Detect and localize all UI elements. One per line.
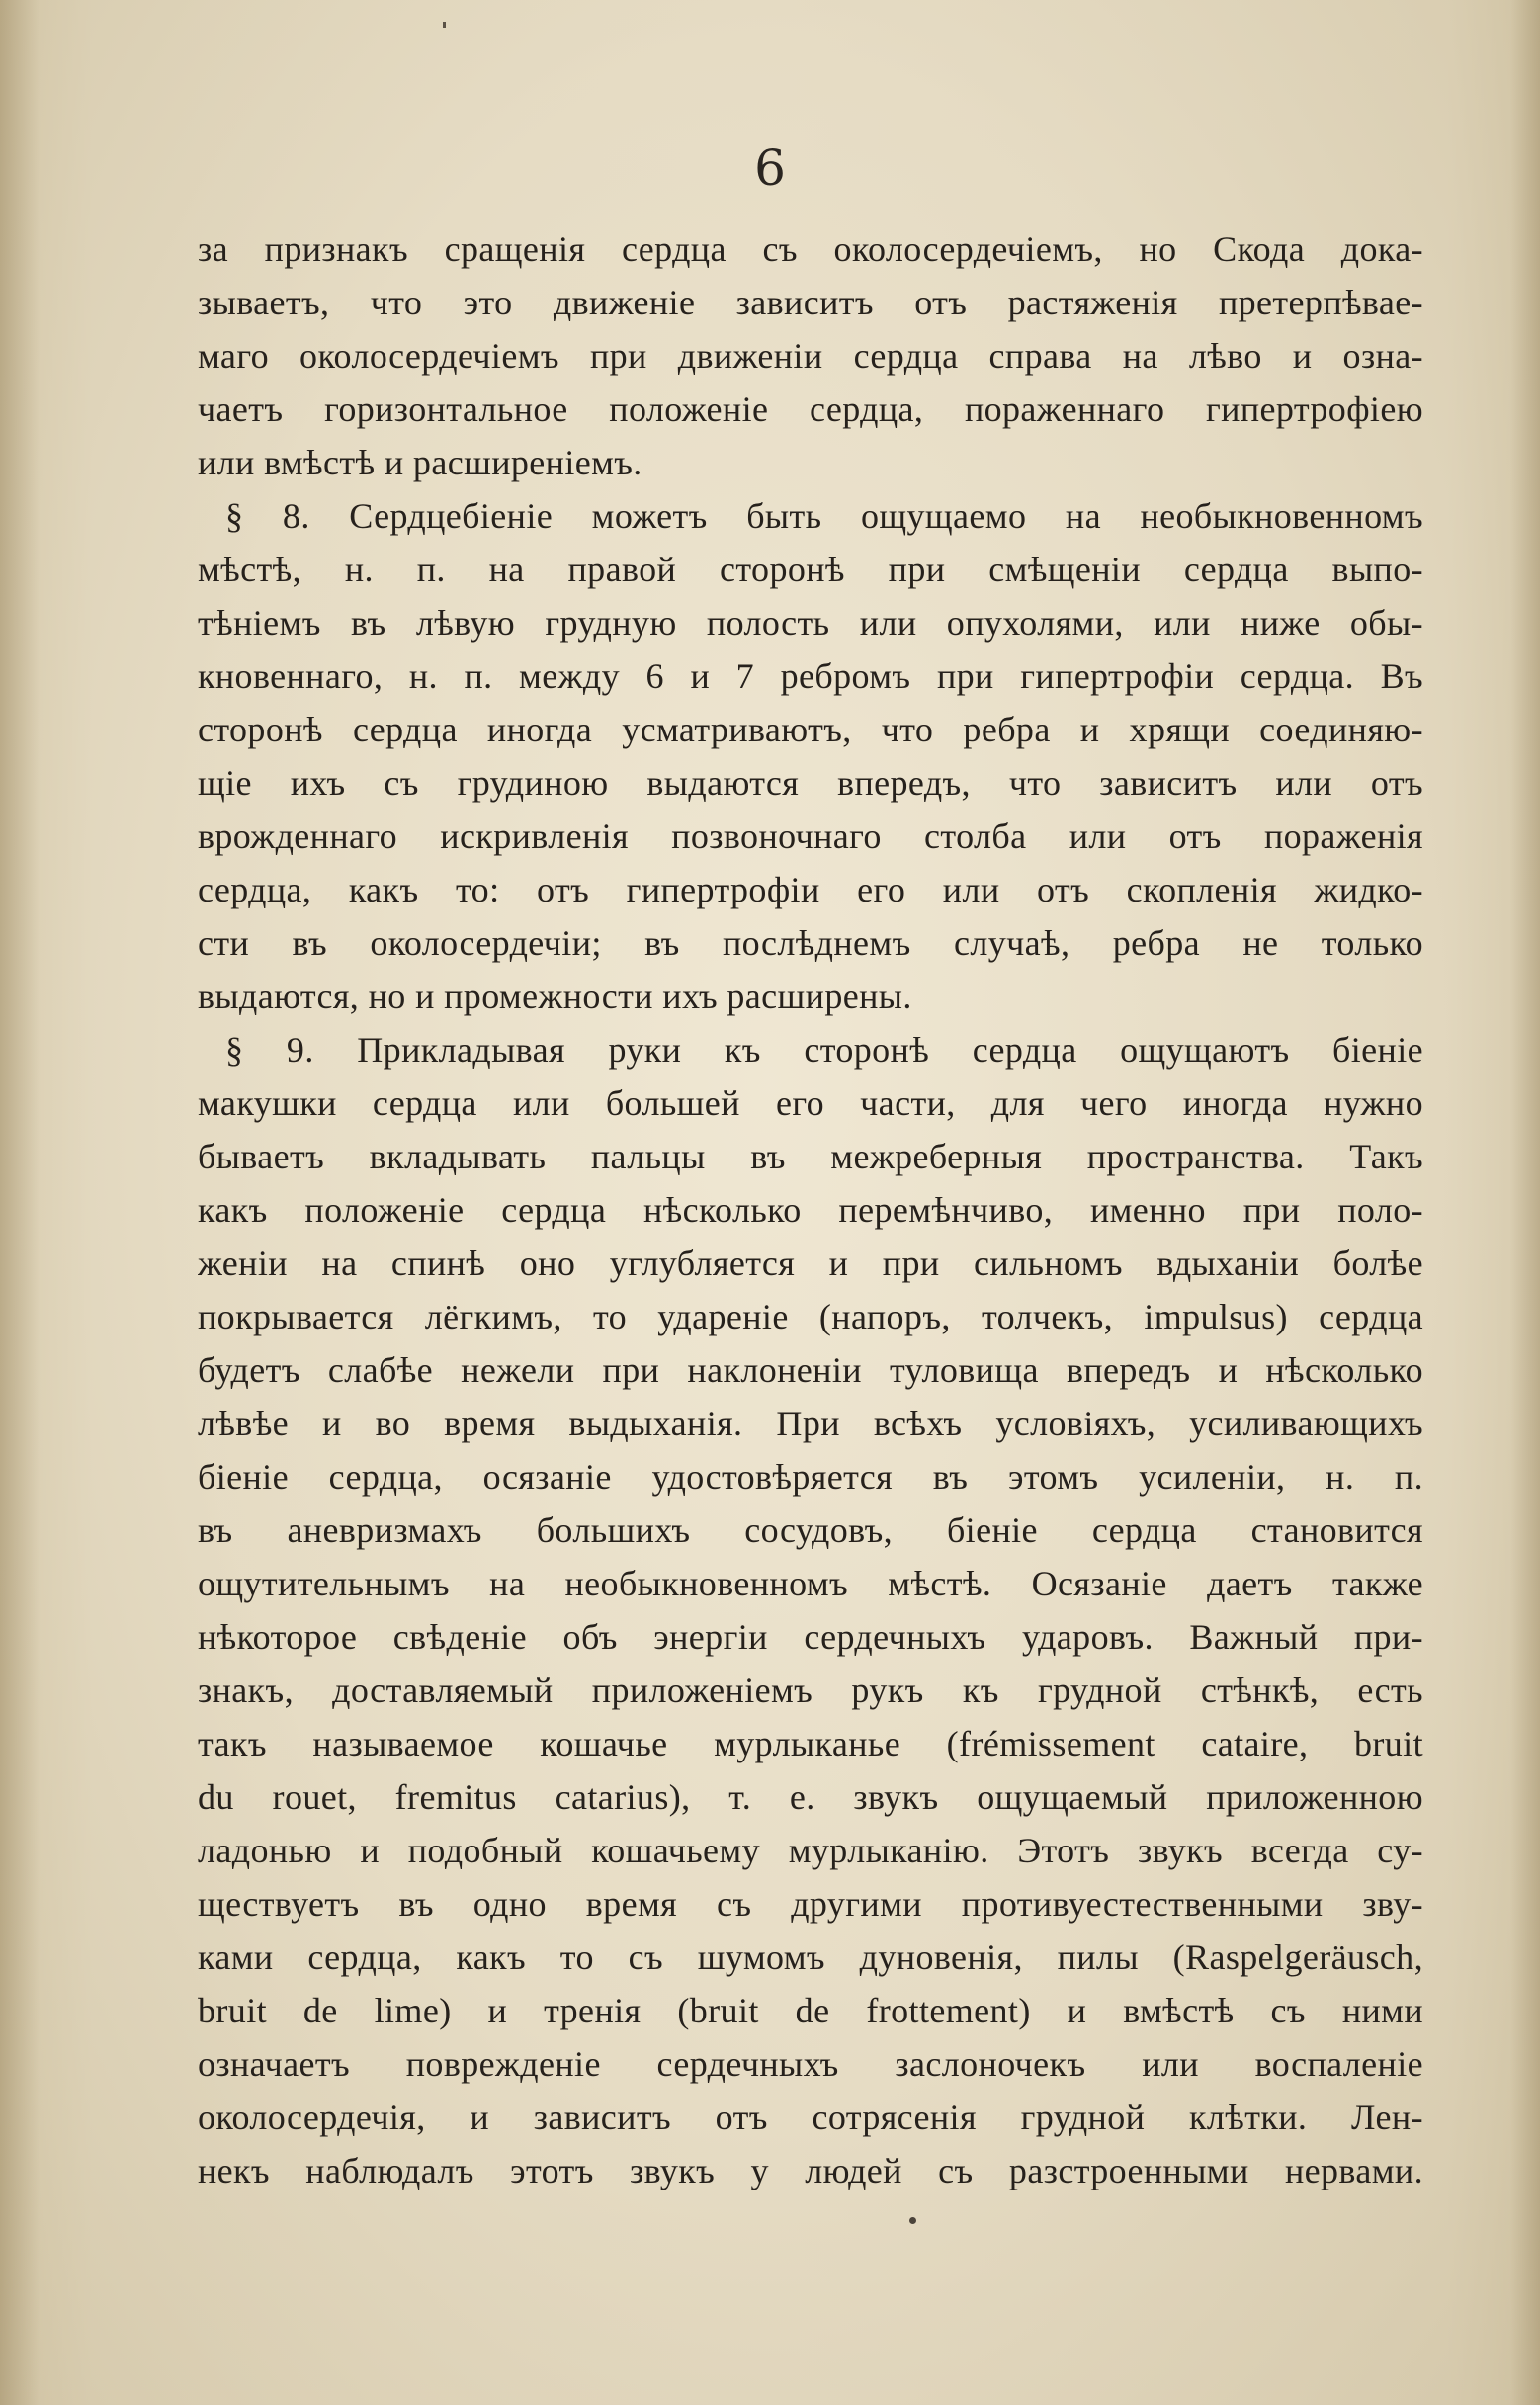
signature-mark: [909, 2217, 916, 2224]
text-line: нѣкоторое свѣденіе объ энергіи сердечныхъ ударовъ. Важный при-: [198, 1617, 1423, 1657]
ink-speck: [443, 22, 446, 28]
text-line: означаетъ поврежденіе сердечныхъ заслоночекъ или воспаленіе: [198, 2044, 1423, 2084]
text-line: du rouet, fremitus catarius), т. е. звукъ ощущаемый приложенною: [198, 1777, 1423, 1817]
text-line: сти въ околосердечіи; въ послѣднемъ случаѣ, ребра не только: [198, 923, 1423, 963]
text-line: бываетъ вкладывать пальцы въ межреберныя пространства. Такъ: [198, 1137, 1423, 1176]
body-text: [198, 222, 1423, 2197]
text-line: ществуетъ въ одно время съ другими противуестественными зву-: [198, 1884, 1423, 1924]
text-line: въ аневризмахъ большихъ сосудовъ, біеніе сердца становится: [198, 1510, 1423, 1550]
text-line: ками сердца, какъ то съ шумомъ дуновенія, пилы (Raspelgeräusch,: [198, 1937, 1423, 1977]
text-line: біеніе сердца, осязаніе удостовѣряется въ этомъ усиленіи, н. п.: [198, 1457, 1423, 1497]
text-line: щіе ихъ съ грудиною выдаются впередъ, что зависитъ или отъ: [198, 763, 1423, 803]
text-line: кновеннаго, н. п. между 6 и 7 ребромъ при гипертрофіи сердца. Въ: [198, 656, 1423, 696]
page-number: 6: [754, 139, 786, 197]
text-line: женіи на спинѣ оно углубляется и при сильномъ вдыханіи болѣе: [198, 1244, 1423, 1283]
text-line: сердца, какъ то: отъ гипертрофіи его или отъ скопленія жидко-: [198, 870, 1423, 909]
text-line: врожденнаго искривленія позвоночнаго столба или отъ пораженія: [198, 816, 1423, 856]
text-line: за признакъ сращенія сердца съ околосердечіемъ, но Скода дока-: [198, 229, 1423, 269]
text-line: тѣніемъ въ лѣвую грудную полость или опухолями, или ниже обы-: [198, 603, 1423, 643]
text-line: покрывается лёгкимъ, то удареніе (напоръ, толчекъ, impulsus) сердца: [198, 1297, 1423, 1336]
text-line: макушки сердца или большей его части, для чего иногда нужно: [198, 1083, 1423, 1123]
text-line: ладонью и подобный кошачьему мурлыканію. Этотъ звукъ всегда су-: [198, 1831, 1423, 1870]
text-line: знакъ, доставляемый приложеніемъ рукъ къ грудной стѣнкѣ, есть: [198, 1671, 1423, 1710]
text-line: будетъ слабѣе нежели при наклоненіи туловища впередъ и нѣсколько: [198, 1350, 1423, 1390]
text-line: выдаются, но и промежности ихъ расширены.: [198, 977, 912, 1016]
section-8-heading-line: § 8. Сердцебіеніе можетъ быть ощущаемо на необыкновенномъ: [225, 496, 1423, 536]
section-9-heading-line: § 9. Прикладывая руки къ сторонѣ сердца ощущаютъ біеніе: [225, 1030, 1423, 1070]
text-line: некъ наблюдалъ этотъ звукъ у людей съ разстроенными нервами.: [198, 2151, 1423, 2190]
text-line: маго околосердечіемъ при движеніи сердца справа на лѣво и озна-: [198, 336, 1423, 376]
text-line: ощутительнымъ на необыкновенномъ мѣстѣ. Осязаніе даетъ также: [198, 1564, 1423, 1603]
text-line: bruit de lime) и тренія (bruit de frottement) и вмѣстѣ съ ними: [198, 1991, 1423, 2030]
text-line: мѣстѣ, н. п. на правой сторонѣ при смѣщеніи сердца выпо-: [198, 550, 1423, 589]
text-line: или вмѣстѣ и расширеніемъ.: [198, 443, 642, 482]
text-line: чаетъ горизонтальное положеніе сердца, пораженнаго гипертрофіею: [198, 389, 1423, 429]
text-line: какъ положеніе сердца нѣсколько перемѣнчиво, именно при поло-: [198, 1190, 1423, 1230]
text-line: такъ называемое кошачье мурлыканье (frémissement cataire, bruit: [198, 1724, 1423, 1763]
text-line: околосердечія, и зависитъ отъ сотрясенія грудной клѣтки. Лен-: [198, 2098, 1423, 2137]
text-line: зываетъ, что это движеніе зависитъ отъ растяженія претерпѣвае-: [198, 283, 1423, 322]
text-line: лѣвѣе и во время выдыханія. При всѣхъ условіяхъ, усиливающихъ: [198, 1404, 1423, 1443]
text-line: сторонѣ сердца иногда усматриваютъ, что ребра и хрящи соединяю-: [198, 710, 1423, 749]
